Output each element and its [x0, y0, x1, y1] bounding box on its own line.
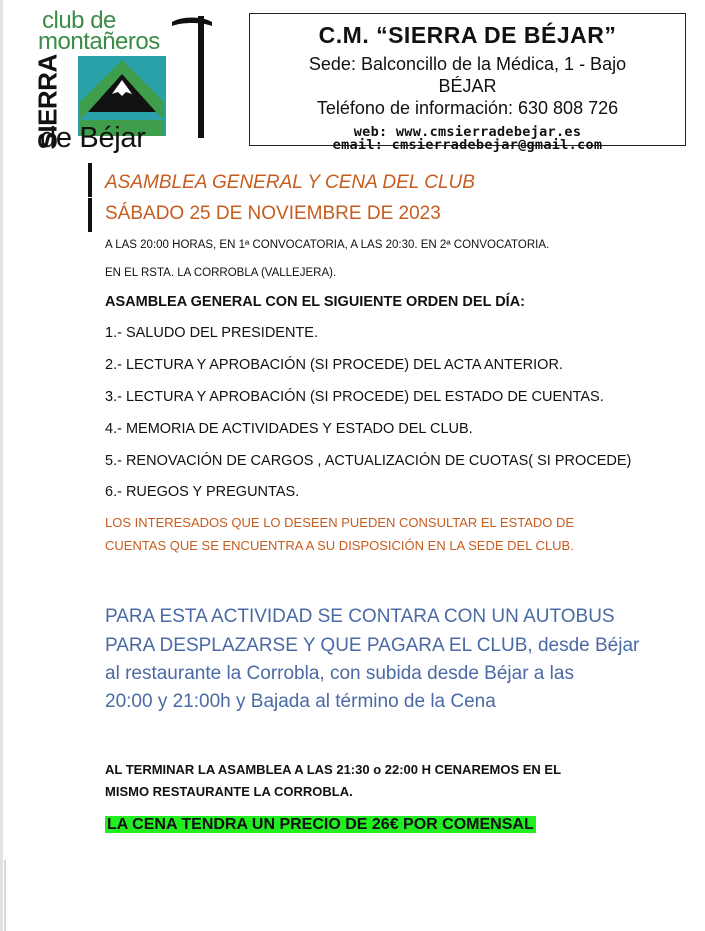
bus-info-line: al restaurante la Corrobla, con subida desde Béjar a las: [105, 663, 574, 684]
club-phone: Teléfono de información: 630 808 726: [316, 98, 619, 118]
agenda-item: 3.- LECTURA Y APROBACIÓN (SI PROCEDE) DEL ESTADO DE CUENTAS.: [105, 389, 604, 405]
logo-club-text: club de: [42, 7, 116, 34]
event-time: A LAS 20:00 HORAS, EN 1ª CONVOCATORIA, A LAS 20:30. EN 2ª CONVOCATORIA.: [105, 239, 550, 251]
club-logo: [32, 7, 242, 154]
event-place: EN EL RSTA. LA CORROBLA (VALLEJERA).: [105, 267, 337, 279]
notice-line: CUENTAS QUE SE ENCUENTRA A SU DISPOSICIÓN EN LA SEDE DEL CLUB.: [105, 538, 574, 553]
agenda-item: 1.- SALUDO DEL PRESIDENTE.: [105, 325, 318, 341]
club-web: web: www.cmsierradebejar.es: [353, 124, 582, 140]
logo-sierra-text: SIERRA: [32, 54, 63, 150]
scan-edge-lower: [4, 860, 6, 931]
agenda-item: 4.- MEMORIA DE ACTIVIDADES Y ESTADO DEL CLUB.: [105, 421, 473, 437]
dinner-line: AL TERMINAR LA ASAMBLEA A LAS 21:30 o 22:00 H CENAREMOS EN EL: [105, 762, 562, 777]
bus-info-line: PARA ESTA ACTIVIDAD SE CONTARA CON UN AUTOBUS: [105, 606, 615, 627]
bus-info-line: 20:00 y 21:00h y Bajada al término de la Cena: [105, 691, 496, 712]
agenda-item: 5.- RENOVACIÓN DE CARGOS , ACTUALIZACIÓN DE CUOTAS( SI PROCEDE): [105, 453, 632, 469]
dinner-line: MISMO RESTAURANTE LA CORROBLA.: [105, 784, 353, 799]
event-date: SÁBADO 25 DE NOVIEMBRE DE 2023: [105, 203, 441, 224]
bus-info-line: PARA DESPLAZARSE Y QUE PAGARA EL CLUB, desde Béjar: [105, 635, 640, 656]
notice-line: LOS INTERESADOS QUE LO DESEEN PUEDEN CONSULTAR EL ESTADO DE: [105, 515, 575, 530]
club-email: email: cmsierradebejar@gmail.com: [332, 137, 603, 153]
logo-de-bejar-text: de Béjar: [40, 122, 146, 154]
agenda-item: 2.- LECTURA Y APROBACIÓN (SI PROCEDE) DEL ACTA ANTERIOR.: [105, 357, 563, 373]
event-title: ASAMBLEA GENERAL Y CENA DEL CLUB: [105, 172, 475, 193]
agenda-heading: ASAMBLEA GENERAL CON EL SIGUIENTE ORDEN DEL DÍA:: [105, 294, 525, 310]
agenda-item: 6.- RUEGOS Y PREGUNTAS.: [105, 484, 300, 500]
heading-bar: [88, 198, 92, 232]
ice-axe-icon: [170, 12, 214, 142]
scan-edge: [0, 0, 3, 931]
dinner-price-highlight: LA CENA TENDRA UN PRECIO DE 26€ POR COMENSAL: [107, 816, 534, 833]
logo-montaneros-text: montañeros: [38, 28, 160, 55]
club-city: BÉJAR: [438, 76, 497, 96]
club-info-box: [249, 13, 686, 153]
heading-bar: [88, 163, 92, 197]
club-title: C.M. “SIERRA DE BÉJAR”: [318, 22, 617, 48]
club-address: Sede: Balconcillo de la Médica, 1 - Bajo: [308, 54, 627, 74]
